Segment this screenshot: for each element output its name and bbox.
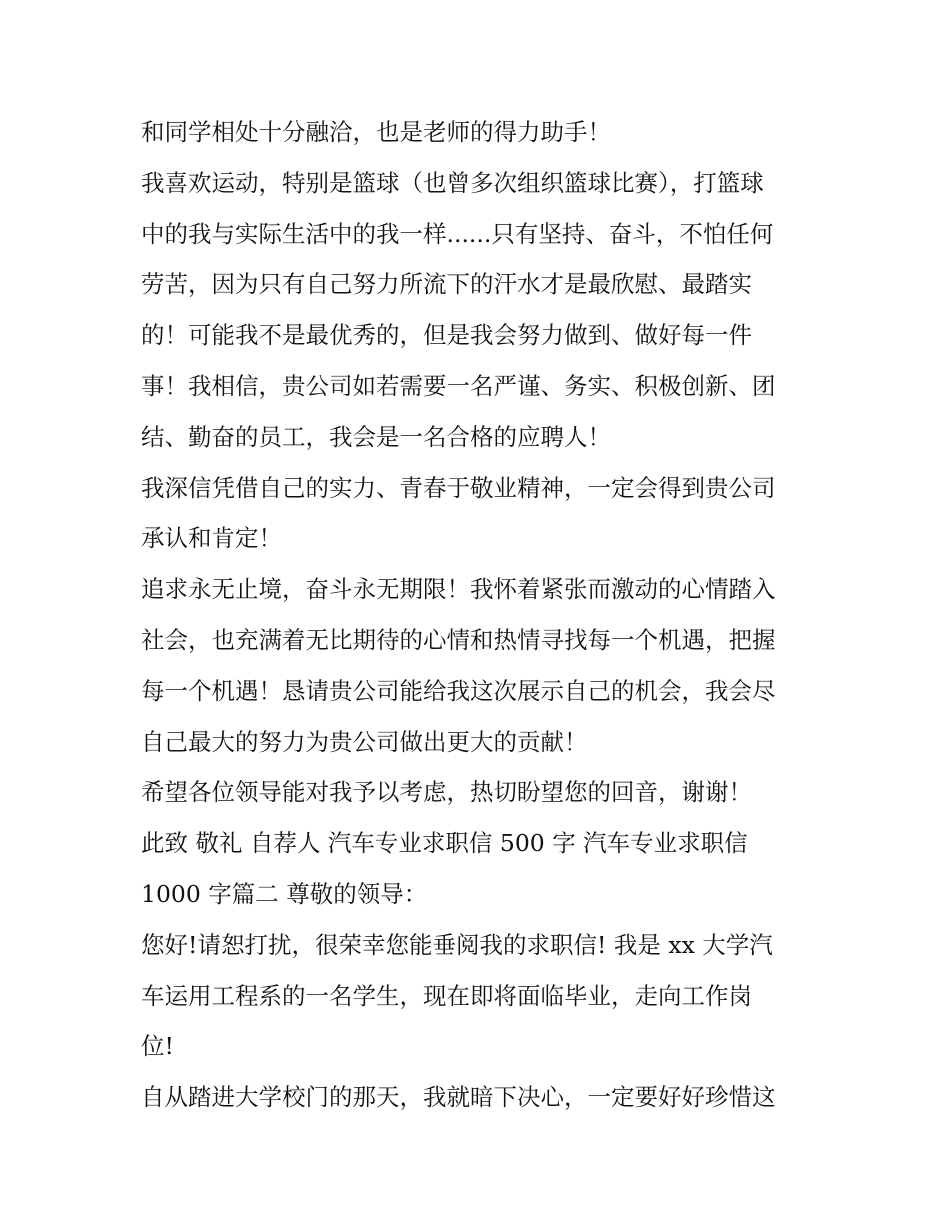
text-line: 追求永无止境，奋斗永无期限！我怀着紧张而激动的心情踏入 (141, 575, 776, 604)
text-line: 的！可能我不是最优秀的，但是我会努力做到、做好每一件 (141, 321, 752, 350)
text-line: 承认和肯定！ (141, 524, 282, 553)
text-line: 结、勤奋的员工，我会是一名合格的应聘人！ (141, 422, 611, 451)
text-line: 您好!请恕打扰，很荣幸您能垂阅我的求职信! 我是 xx 大学汽 (141, 930, 773, 959)
text-line: 每一个机遇！恳请贵公司能给我这次展示自己的机会，我会尽 (141, 676, 776, 705)
text-line: 此致 敬礼 自荐人 汽车专业求职信 500 字 汽车专业求职信 (141, 829, 748, 858)
text-line: 1000 字篇二 尊敬的领导： (141, 879, 428, 908)
text-line: 社会，也充满着无比期待的心情和热情寻找每一个机遇，把握 (141, 625, 776, 654)
text-line: 中的我与实际生活中的我一样......只有坚持、奋斗，不怕任何 (141, 219, 774, 248)
text-line: 我深信凭借自己的实力、青春于敬业精神，一定会得到贵公司 (141, 473, 776, 502)
text-line: 我喜欢运动，特别是篮球（也曾多次组织篮球比赛），打篮球 (141, 168, 764, 197)
document-body (141, 107, 831, 1123)
text-line: 自从踏进大学校门的那天，我就暗下决心，一定要好好珍惜这 (141, 1083, 776, 1112)
text-line: 希望各位领导能对我予以考虑，热切盼望您的回音，谢谢！ (141, 778, 752, 807)
text-line: 自己最大的努力为贵公司做出更大的贡献！ (141, 727, 588, 756)
text-line: 事！我相信，贵公司如若需要一名严谨、务实、积极创新、团 (141, 371, 776, 400)
text-line: 位! (141, 1032, 174, 1061)
text-line: 车运用工程系的一名学生，现在即将面临毕业，走向工作岗 (141, 981, 752, 1010)
text-line: 劳苦，因为只有自己努力所流下的汗水才是最欣慰、最踏实 (141, 270, 752, 299)
text-line: 和同学相处十分融洽，也是老师的得力助手！ (141, 118, 611, 146)
